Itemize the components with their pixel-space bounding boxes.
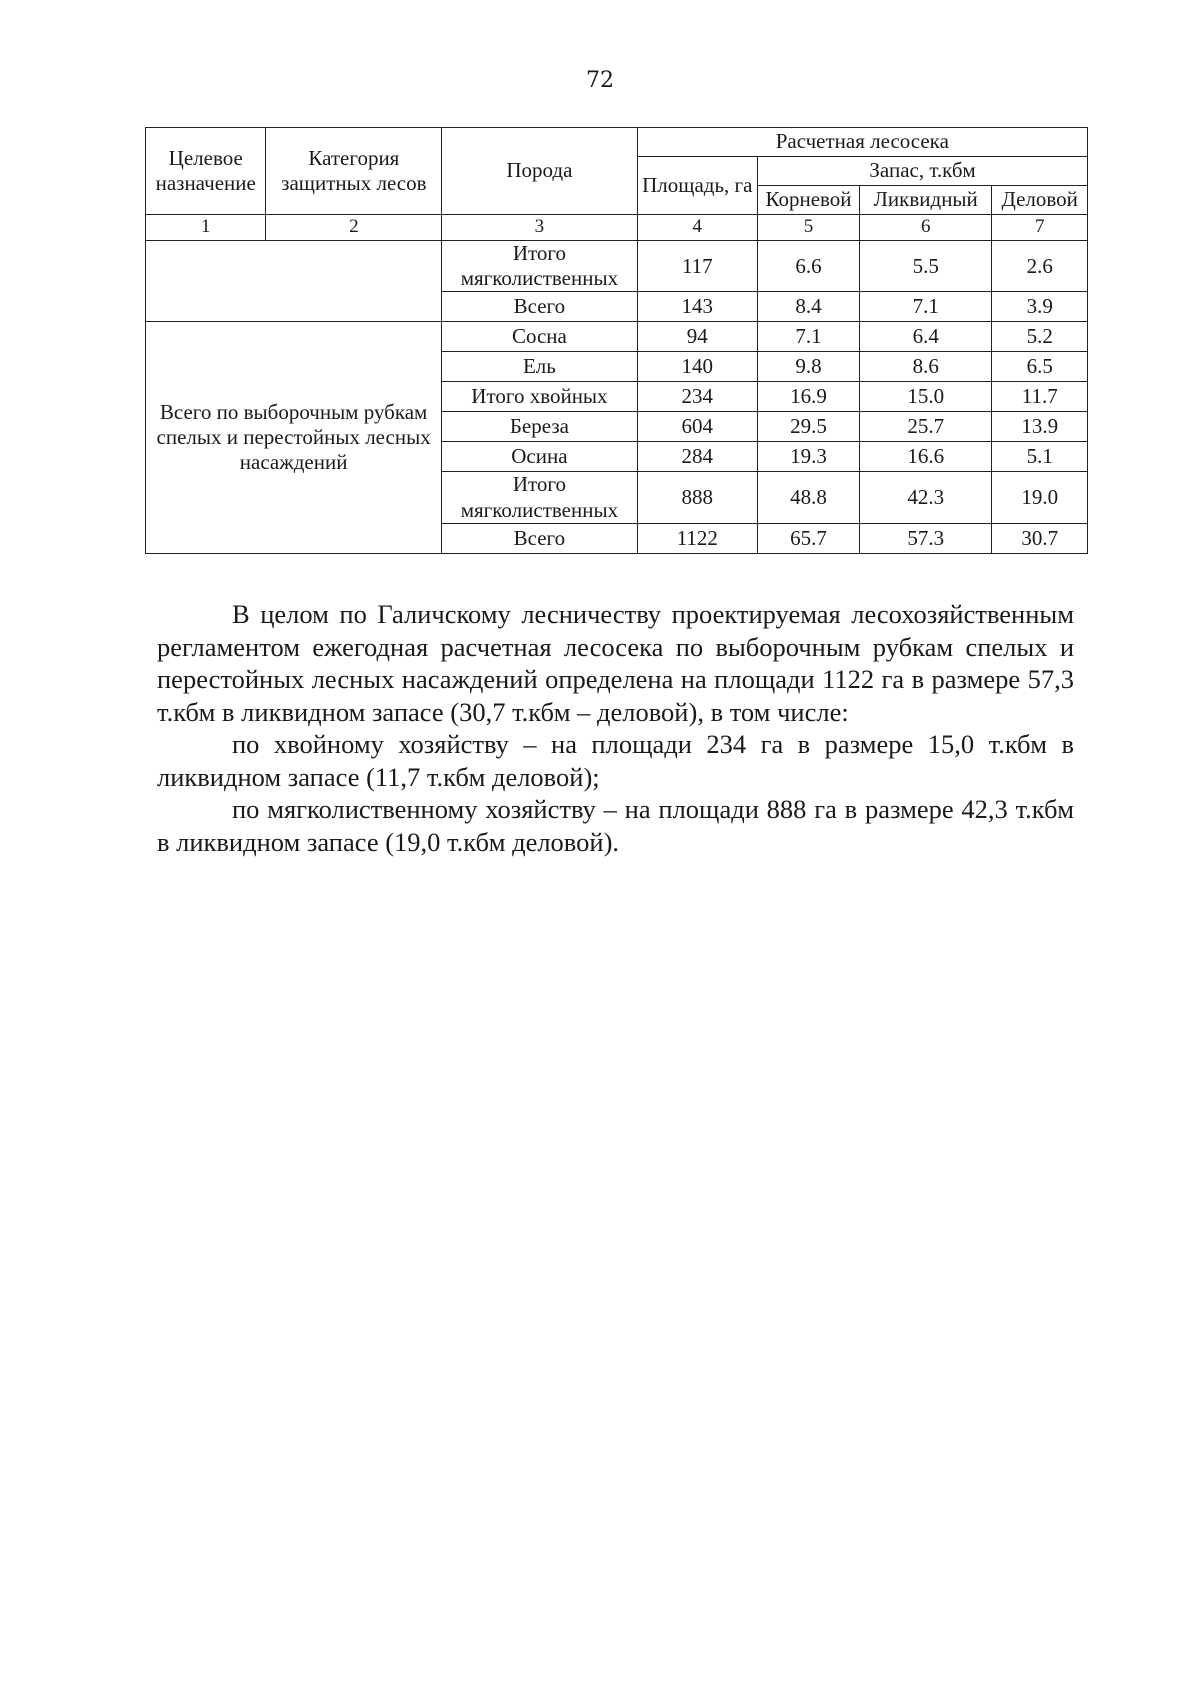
business-cell: 13.9 xyxy=(992,412,1088,442)
species-cell: Итого мягколиственных xyxy=(442,241,637,292)
root-cell: 29.5 xyxy=(758,412,860,442)
species-cell: Ель xyxy=(442,352,637,382)
liquid-cell: 16.6 xyxy=(860,442,992,472)
column-number: 3 xyxy=(442,215,637,241)
paragraph-deciduous: по мягколиственному хозяйству – на площади 888 га в размере 42,3 т.кбм в ликвидном запасе (19,0 т.кбм деловой). xyxy=(157,794,1074,857)
species-cell: Осина xyxy=(442,442,637,472)
liquid-cell: 7.1 xyxy=(860,292,992,322)
species-cell: Береза xyxy=(442,412,637,442)
column-number: 5 xyxy=(758,215,860,241)
root-cell: 8.4 xyxy=(758,292,860,322)
header-liquid: Ликвидный xyxy=(860,186,992,215)
root-cell: 9.8 xyxy=(758,352,860,382)
header-root: Корневой xyxy=(758,186,860,215)
column-number: 6 xyxy=(860,215,992,241)
table-row xyxy=(146,322,1088,352)
body-text xyxy=(157,598,1074,858)
root-cell: 48.8 xyxy=(758,472,860,523)
business-cell: 11.7 xyxy=(992,382,1088,412)
area-cell: 94 xyxy=(637,322,757,352)
species-cell: Всего xyxy=(442,292,637,322)
liquid-cell: 15.0 xyxy=(860,382,992,412)
root-cell: 65.7 xyxy=(758,523,860,553)
group2-label: Всего по выборочным рубкам спелых и перестойных лесных насаждений xyxy=(146,322,442,553)
species-cell: Сосна xyxy=(442,322,637,352)
allowable-cut-table xyxy=(145,127,1088,554)
species-cell: Итого хвойных xyxy=(442,382,637,412)
header-species: Порода xyxy=(442,128,637,215)
root-cell: 6.6 xyxy=(758,241,860,292)
column-number: 2 xyxy=(266,215,442,241)
species-cell: Всего xyxy=(442,523,637,553)
business-cell: 5.2 xyxy=(992,322,1088,352)
header-stock: Запас, т.кбм xyxy=(758,157,1088,186)
header-allowable-cut: Расчетная лесосека xyxy=(637,128,1087,157)
header-category: Категория защитных лесов xyxy=(266,128,442,215)
root-cell: 7.1 xyxy=(758,322,860,352)
column-number: 1 xyxy=(146,215,266,241)
group1-label xyxy=(146,241,442,322)
header-area: Площадь, га xyxy=(637,157,757,215)
paragraph-coniferous: по хвойному хозяйству – на площади 234 га в размере 15,0 т.кбм в ликвидном запасе (11,7 т.кбм деловой); xyxy=(157,729,1074,792)
liquid-cell: 42.3 xyxy=(860,472,992,523)
paragraph-summary: В целом по Галичскому лесничеству проектируемая лесохозяйственным регламентом ежегодная расчетная лесосека по выборочным рубкам спелых и перестойных лесных насаждений определена на площади 1122 га в размере 57,3 т.кбм в ликвидном запасе (30,7 т.кбм – деловой), в том числе: xyxy=(157,599,1074,727)
area-cell: 143 xyxy=(637,292,757,322)
liquid-cell: 25.7 xyxy=(860,412,992,442)
area-cell: 284 xyxy=(637,442,757,472)
area-cell: 1122 xyxy=(637,523,757,553)
column-number: 7 xyxy=(992,215,1088,241)
header-purpose: Целевое назначение xyxy=(146,128,266,215)
header-business: Деловой xyxy=(992,186,1088,215)
liquid-cell: 5.5 xyxy=(860,241,992,292)
root-cell: 19.3 xyxy=(758,442,860,472)
area-cell: 604 xyxy=(637,412,757,442)
business-cell: 6.5 xyxy=(992,352,1088,382)
area-cell: 140 xyxy=(637,352,757,382)
business-cell: 30.7 xyxy=(992,523,1088,553)
column-number-row xyxy=(146,215,1088,241)
business-cell: 19.0 xyxy=(992,472,1088,523)
root-cell: 16.9 xyxy=(758,382,860,412)
liquid-cell: 57.3 xyxy=(860,523,992,553)
area-cell: 888 xyxy=(637,472,757,523)
liquid-cell: 6.4 xyxy=(860,322,992,352)
page-number: 72 xyxy=(586,68,614,93)
area-cell: 234 xyxy=(637,382,757,412)
business-cell: 2.6 xyxy=(992,241,1088,292)
table-row xyxy=(146,241,1088,292)
business-cell: 3.9 xyxy=(992,292,1088,322)
liquid-cell: 8.6 xyxy=(860,352,992,382)
species-cell: Итого мягколиственных xyxy=(442,472,637,523)
business-cell: 5.1 xyxy=(992,442,1088,472)
column-number: 4 xyxy=(637,215,757,241)
area-cell: 117 xyxy=(637,241,757,292)
